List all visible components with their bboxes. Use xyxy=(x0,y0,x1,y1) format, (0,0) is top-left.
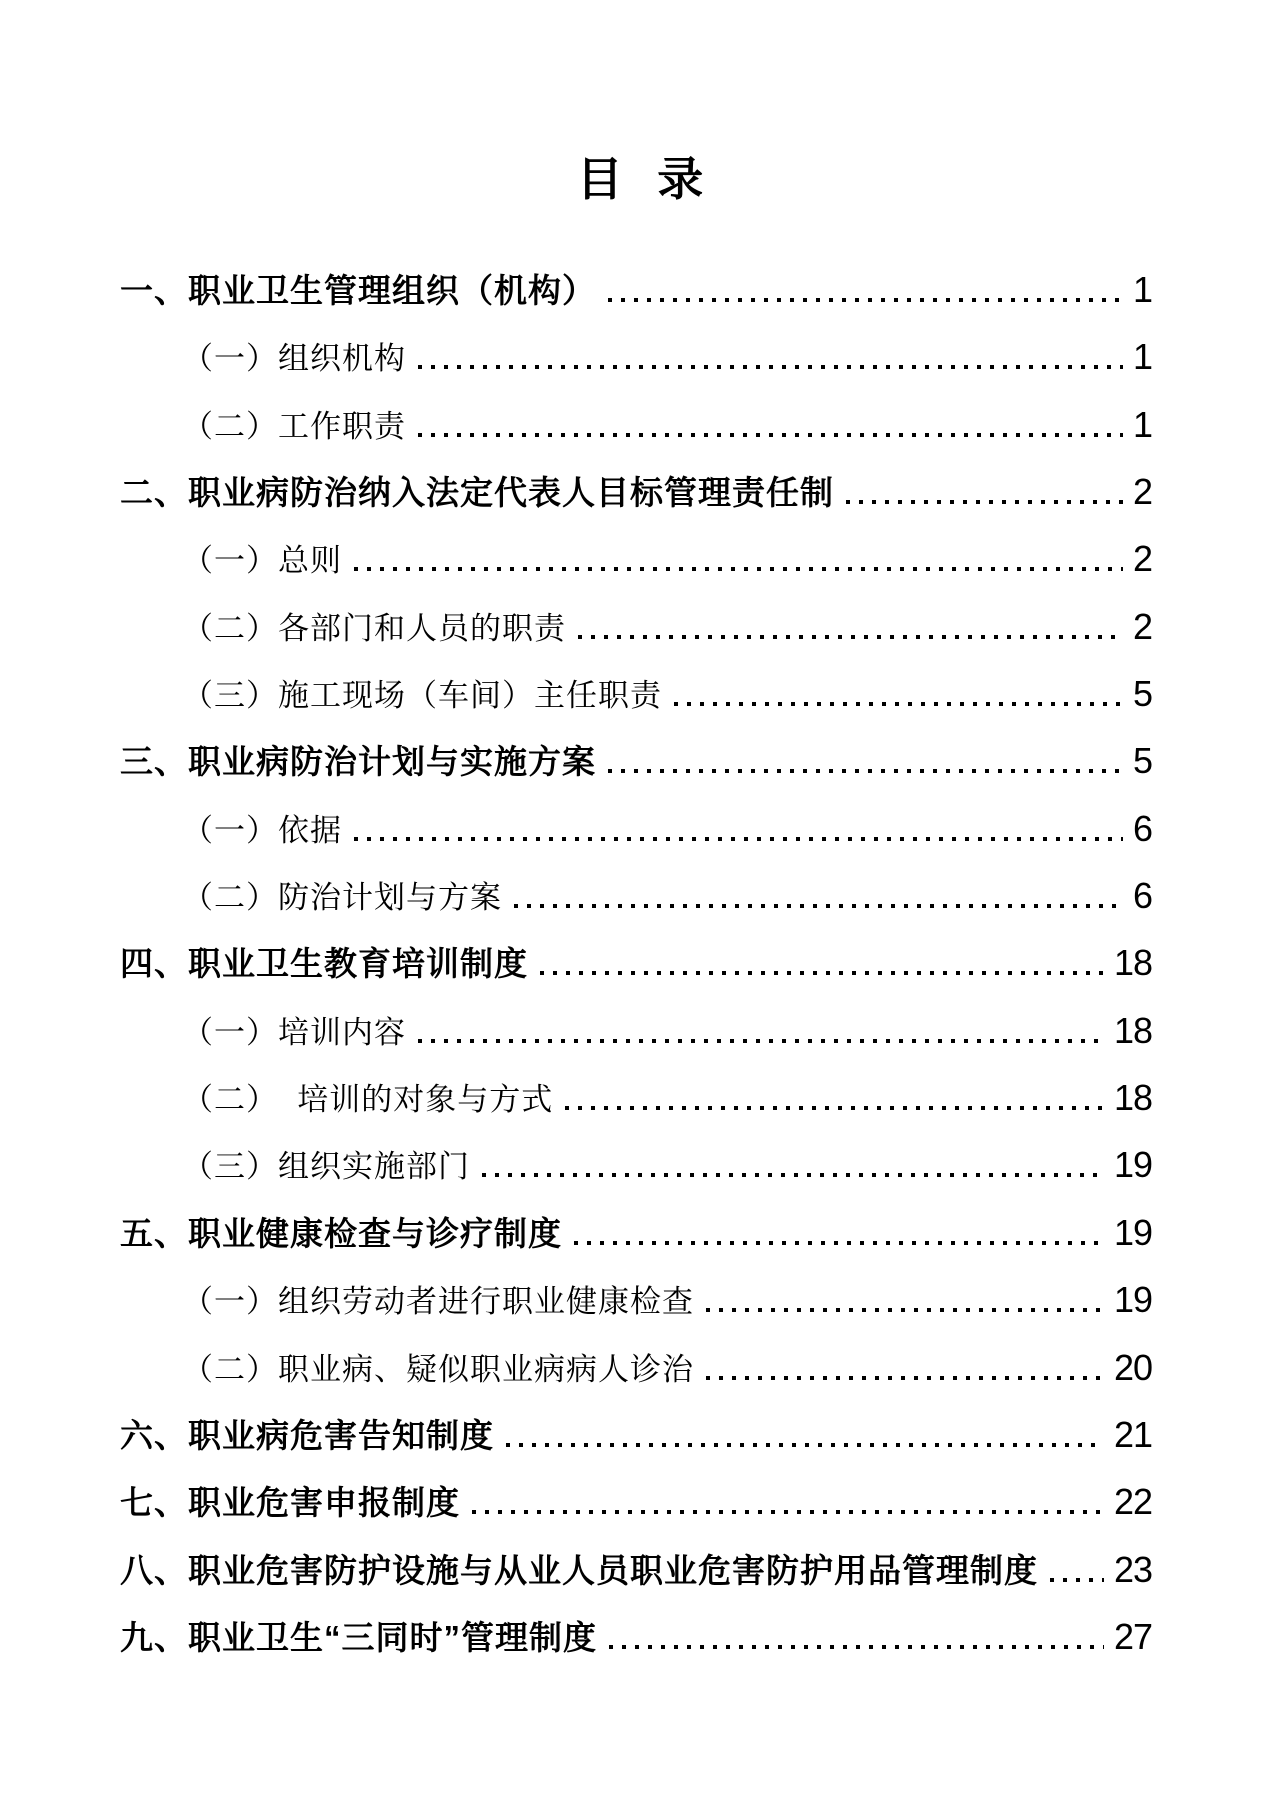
toc-entry-label: （一）组织劳动者进行职业健康检查 xyxy=(182,1284,694,1320)
dot-leader xyxy=(418,433,1123,437)
toc-entry-label: 八、职业危害防护设施与从业人员职业危害防护用品管理制度 xyxy=(120,1551,1038,1589)
toc-entry[interactable] xyxy=(120,1064,1152,1131)
toc-entry-label: （一）依据 xyxy=(182,812,342,848)
toc-entry-page: 6 xyxy=(1132,807,1152,849)
dot-leader xyxy=(506,1443,1104,1447)
dot-leader xyxy=(472,1510,1104,1514)
dot-leader xyxy=(354,567,1123,571)
dot-leader xyxy=(1050,1578,1104,1582)
toc-entry-label: （二） 培训的对象与方式 xyxy=(182,1082,554,1118)
toc-entry-label: （一）总则 xyxy=(182,543,342,579)
dot-leader xyxy=(418,1039,1104,1043)
toc-entry[interactable] xyxy=(120,525,1152,592)
toc-entry[interactable] xyxy=(120,1266,1152,1333)
toc-title: 目 录 xyxy=(576,154,704,205)
toc-entry-label: （一）组织机构 xyxy=(182,341,406,377)
toc-entry-page: 19 xyxy=(1113,1279,1152,1321)
toc-entry[interactable] xyxy=(120,1131,1152,1198)
toc-list xyxy=(120,256,1152,1670)
toc-entry[interactable] xyxy=(120,1468,1152,1535)
toc-entry-page: 18 xyxy=(1113,1009,1152,1051)
dot-leader xyxy=(574,1241,1104,1245)
toc-entry-page: 22 xyxy=(1113,1481,1152,1523)
toc-entry-page: 27 xyxy=(1113,1615,1152,1657)
toc-entry-page: 1 xyxy=(1132,269,1152,310)
toc-entry-label: 七、职业危害申报制度 xyxy=(120,1484,460,1522)
toc-entry[interactable] xyxy=(120,727,1152,794)
toc-entry[interactable] xyxy=(120,795,1152,862)
dot-leader xyxy=(514,904,1123,908)
toc-entry[interactable] xyxy=(120,862,1152,929)
toc-entry[interactable] xyxy=(120,1401,1152,1468)
toc-entry-label: （一）培训内容 xyxy=(182,1014,406,1050)
toc-entry-label: （二）职业病、疑似职业病病人诊治 xyxy=(182,1351,694,1387)
toc-entry-page: 19 xyxy=(1113,1211,1152,1253)
toc-entry-page: 19 xyxy=(1113,1144,1152,1186)
dot-leader xyxy=(482,1173,1104,1177)
toc-entry-label: 二、职业病防治纳入法定代表人目标管理责任制 xyxy=(120,474,834,512)
toc-entry[interactable] xyxy=(120,997,1152,1064)
dot-leader xyxy=(418,365,1123,369)
toc-entry-label: 三、职业病防治计划与实施方案 xyxy=(120,743,596,781)
toc-entry-label: 六、职业病危害告知制度 xyxy=(120,1416,494,1454)
dot-leader xyxy=(578,635,1123,639)
toc-entry-page: 6 xyxy=(1132,875,1152,917)
dot-leader xyxy=(354,837,1123,841)
toc-entry-label: （二）工作职责 xyxy=(182,408,406,444)
toc-entry[interactable] xyxy=(120,256,1152,323)
toc-entry[interactable] xyxy=(120,458,1152,525)
toc-entry-label: 一、职业卫生管理组织（机构） xyxy=(120,272,596,309)
toc-entry-page: 1 xyxy=(1132,403,1152,445)
dot-leader xyxy=(540,971,1104,975)
toc-entry-label: （三）组织实施部门 xyxy=(182,1149,470,1185)
dot-leader xyxy=(846,500,1123,504)
toc-entry-page: 23 xyxy=(1113,1548,1152,1590)
toc-entry[interactable] xyxy=(120,391,1152,458)
dot-leader xyxy=(565,1106,1104,1110)
toc-entry-label: 九、职业卫生“三同时”管理制度 xyxy=(120,1618,597,1656)
toc-entry-page: 18 xyxy=(1113,942,1152,984)
toc-entry[interactable] xyxy=(120,1334,1152,1401)
toc-entry-page: 2 xyxy=(1132,471,1152,513)
dot-leader xyxy=(609,1645,1104,1649)
toc-entry[interactable] xyxy=(120,660,1152,727)
toc-entry-label: （二）防治计划与方案 xyxy=(182,880,502,916)
dot-leader xyxy=(674,702,1123,706)
dot-leader xyxy=(706,1376,1104,1380)
toc-entry-page: 18 xyxy=(1113,1077,1152,1119)
toc-entry[interactable] xyxy=(120,929,1152,996)
dot-leader xyxy=(608,298,1123,302)
toc-entry-label: 五、职业健康检查与诊疗制度 xyxy=(120,1214,562,1252)
toc-entry-label: 四、职业卫生教育培训制度 xyxy=(120,945,528,983)
toc-entry[interactable] xyxy=(120,1536,1152,1603)
dot-leader xyxy=(608,769,1123,773)
toc-entry[interactable] xyxy=(120,323,1152,390)
toc-entry-label: （三）施工现场（车间）主任职责 xyxy=(182,678,662,714)
toc-entry-page: 2 xyxy=(1132,538,1152,580)
toc-entry-page: 20 xyxy=(1113,1346,1152,1388)
toc-entry-page: 5 xyxy=(1132,673,1152,715)
dot-leader xyxy=(706,1308,1104,1312)
toc-entry-page: 1 xyxy=(1132,336,1152,378)
toc-entry[interactable] xyxy=(120,1199,1152,1266)
toc-entry[interactable] xyxy=(120,1603,1152,1670)
toc-entry-page: 21 xyxy=(1113,1413,1152,1455)
toc-entry[interactable] xyxy=(120,593,1152,660)
toc-entry-page: 5 xyxy=(1132,740,1152,782)
toc-entry-page: 2 xyxy=(1132,605,1152,647)
toc-entry-label: （二）各部门和人员的职责 xyxy=(182,610,566,646)
